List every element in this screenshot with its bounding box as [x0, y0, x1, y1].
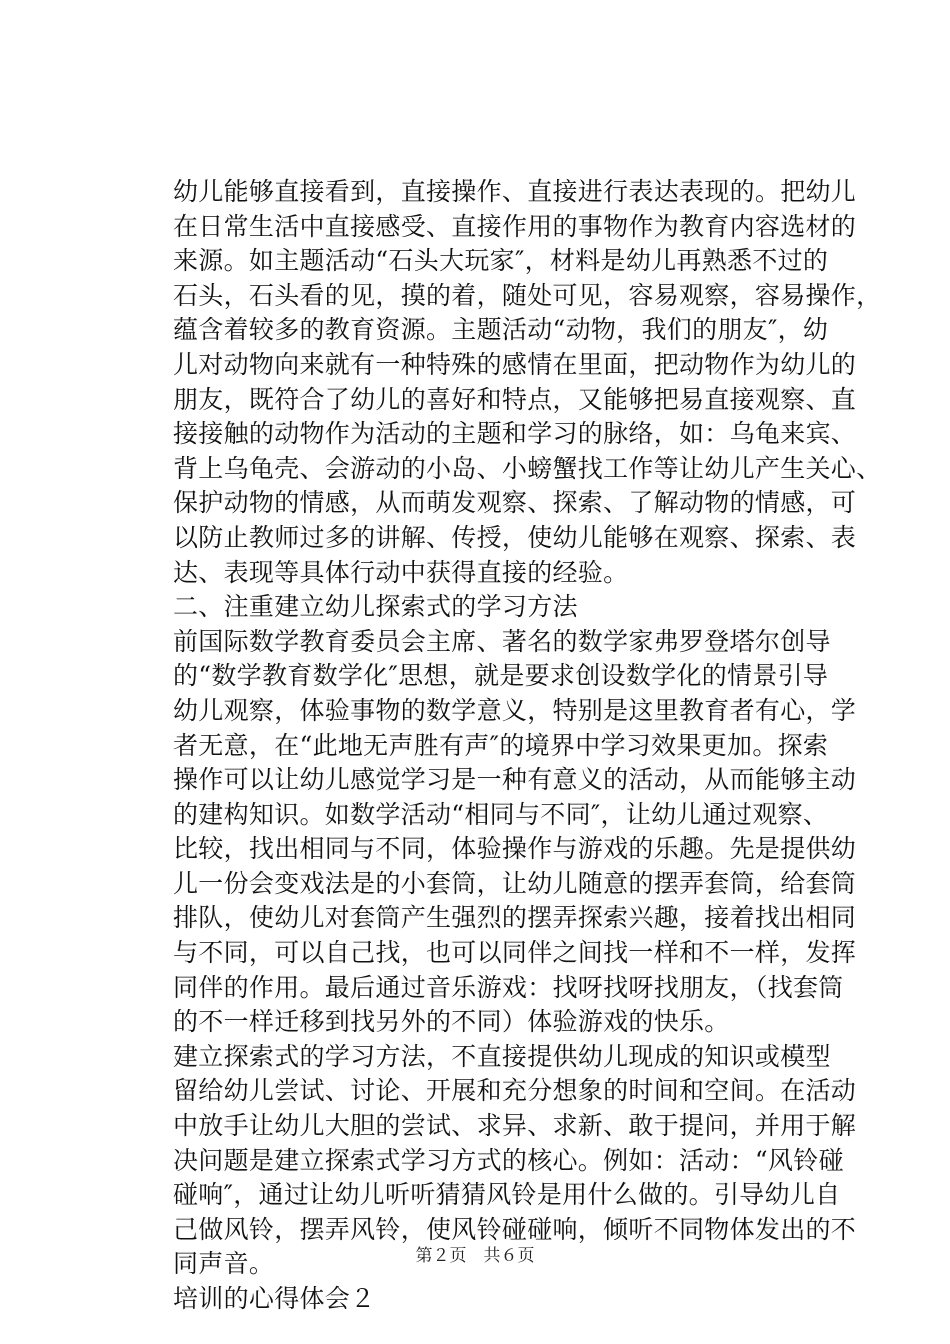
- subsection-title: [173, 1282, 833, 1317]
- text-line: 者无意，在“此地无声胜有声″的境界中学习效果更加。探索: [173, 730, 829, 760]
- document-body: [173, 175, 882, 1317]
- section-heading: [173, 590, 833, 625]
- text-line: 背上乌龟壳、会游动的小岛、小螃蟹找工作等让幼儿产生关心、: [173, 453, 882, 483]
- text-line: 中放手让幼儿大胆的尝试、求异、求新、敢于提问，并用于解: [173, 1111, 857, 1141]
- text-line: 的“数学教育数学化″思想，就是要求创设数学化的情景引导: [173, 661, 829, 691]
- text-line: 操作可以让幼儿感觉学习是一种有意义的活动，从而能够主动: [173, 765, 857, 795]
- text-line: 接接触的动物作为活动的主题和学习的脉络，如：乌龟来宾、: [173, 419, 857, 449]
- text-line: 达、表现等具体行动中获得直接的经验。: [173, 557, 629, 587]
- text-line: 与不同，可以自己找，也可以同伴之间找一样和不一样，发挥: [173, 938, 857, 968]
- paragraph: [173, 625, 857, 1040]
- text-line: 的不一样迁移到找另外的不同）体验游戏的快乐。: [173, 1007, 730, 1037]
- text-line: 蕴含着较多的教育资源。主题活动“动物，我们的朋友″，幼: [173, 315, 829, 345]
- text-line: 同伴的作用。最后通过音乐游戏：找呀找呀找朋友，（找套筒: [173, 972, 844, 1002]
- text-line: 建立探索式的学习方法，不直接提供幼儿现成的知识或模型: [173, 1041, 831, 1071]
- paragraph: [173, 175, 882, 590]
- page-footer: 第２页 共６页: [415, 1246, 535, 1266]
- text-line: 排队，使幼儿对套筒产生强烈的摆弄探索兴趣，接着找出相同: [173, 903, 857, 933]
- text-line: 的建构知识。如数学活动“相同与不同″，让幼儿通过观察、: [173, 799, 829, 829]
- text-line: 石头，石头看的见，摸的着，随处可见，容易观察，容易操作，: [173, 280, 882, 310]
- text-line: 同声音。: [173, 1249, 275, 1279]
- text-line: 决问题是建立探索式学习方式的核心。例如：活动：“风铃碰: [173, 1145, 844, 1175]
- text-line: 来源。如主题活动“石头大玩家″，材料是幼儿再熟悉不过的: [173, 246, 829, 276]
- text-line: 儿对动物向来就有一种特殊的感情在里面，把动物作为幼儿的: [173, 349, 857, 379]
- text-line: 保护动物的情感，从而萌发观察、探索、了解动物的情感，可: [173, 488, 857, 518]
- text-line: 培训的心得体会２: [173, 1284, 376, 1313]
- text-line: 己做风铃，摆弄风铃，使风铃碰碰响，倾听不同物体发出的不: [173, 1214, 857, 1244]
- text-line: 幼儿观察，体验事物的数学意义，特别是这里教育者有心，学: [173, 695, 857, 725]
- text-line: 比较，找出相同与不同，体验操作与游戏的乐趣。先是提供幼: [173, 834, 857, 864]
- text-line: 留给幼儿尝试、讨论、开展和充分想象的时间和空间。在活动: [173, 1076, 857, 1106]
- text-line: 幼儿能够直接看到，直接操作、直接进行表达表现的。把幼儿: [173, 177, 857, 206]
- text-line: 在日常生活中直接感受、直接作用的事物作为教育内容选材的: [173, 211, 857, 241]
- text-line: 儿一份会变戏法是的小套筒，让幼儿随意的摆弄套筒，给套筒: [173, 868, 857, 898]
- text-line: 朋友，既符合了幼儿的喜好和特点，又能够把易直接观察、直: [173, 384, 857, 414]
- text-line: 前国际数学教育委员会主席、著名的数学家弗罗登塔尔创导: [173, 626, 831, 656]
- text-line: 碰响″，通过让幼儿听听猜猜风铃是用什么做的。引导幼儿自: [173, 1180, 841, 1210]
- text-line: 二、注重建立幼儿探索式的学习方法: [173, 592, 578, 622]
- text-line: 以防止教师过多的讲解、传授，使幼儿能够在观察、探索、表: [173, 522, 857, 552]
